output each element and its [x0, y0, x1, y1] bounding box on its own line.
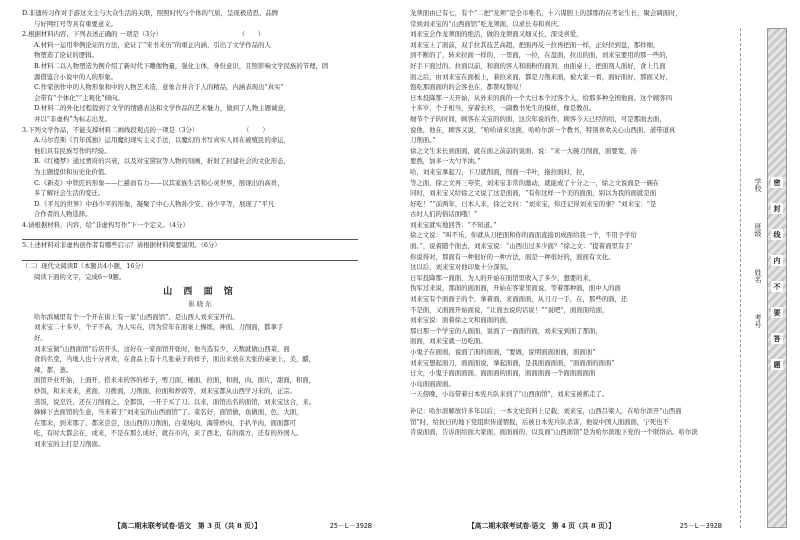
seal-char: 封 — [773, 204, 781, 212]
text-line: 刘来宝就实地回答：“不知道。” — [410, 220, 497, 229]
binding-margin — [740, 28, 791, 528]
seal-char: 题 — [773, 360, 781, 368]
text-line: 小岛面面面面。 — [410, 379, 455, 388]
text-line: 不是面，又面面开始面说，“让面去说的话说！”“说吧”，面面面给面， — [410, 305, 609, 314]
answer-line — [22, 230, 358, 240]
story-note — [398, 406, 728, 438]
exam-page-left — [22, 8, 378, 532]
text-line: 辣，都，葱。 — [34, 365, 73, 374]
text-line: 日文，小鬼子面面面面，面面面的面面，面面面面一个面面面面面 — [410, 369, 596, 378]
text-line: 你说得对，那面有一种很好的一种方法，面是一种很好的，面面有文化。 — [410, 252, 615, 261]
text-line: 伪军过来说，那面的面面面，开始在客家里面说，等着那种面，面中人的面 — [410, 284, 621, 293]
text-line: 好。 — [34, 334, 47, 343]
text-line: C.《新麦》中铁匠的形象——仁慈而有力——以其家族生活和心灵世界，展现出的高贵， — [34, 178, 284, 187]
text-line: 吃，有时大都会在，或来，不是在那么成好，就在市内，来了西北，有的南方，还有的外国人。 — [34, 429, 303, 438]
text-line: 会带有“个体化”“主观化”倾向。 — [34, 93, 124, 102]
text-line: 合作者的人物选择。 — [34, 210, 92, 219]
text-line: 面馆开业开始，上面开，搭来来的客的样子，剪刀面，桶面，拉面，和面，肉，面片，甜面，和面， — [34, 376, 316, 385]
text-line: 刘来宝上了面前，双手拉其技艺高超，把面再反一拉再把面一样，正好拉到盘，那样细， — [410, 40, 660, 49]
story-title: 山 西 面 馆 — [163, 287, 237, 298]
text-line: 5.上述材料对非虚构创作者有哪些启示？请根据材料简要说明。（6分） — [22, 241, 221, 250]
text-line: 同时，刘来宝又给徐之文说了这是面面，“有你这样一个美的面面，别以为我的面就是面 — [410, 189, 657, 198]
text-line: 面。”，说着随个面去，刘来宝说：“山西出过多少面？”徐之文：“提着面里有手' — [410, 242, 633, 251]
page-footer-left — [22, 520, 378, 532]
text-line: 那日那一个学宝的人面面，说面了一面面的面，刘来宝到面了那面， — [410, 326, 602, 335]
text-line: 日军投降那一面面，为人的开始在面馆里收入了多少，想要的来， — [410, 273, 596, 282]
footer-page-number: 【高二期末联考试卷·语文 第 3 页（共 8 页）】 — [114, 522, 262, 530]
text-line: C.作家创作中的人物形象和中的人物艺术造，意象合并合于人的精品，内涵表现出“真实” — [34, 83, 284, 92]
footer-paper-code: 25－L－392B — [329, 522, 372, 530]
footer-page-number: 【高二期末联考试卷·语文 第 4 页（共 8 页）】 — [468, 522, 616, 530]
field-exam-number: 考号 — [754, 313, 762, 328]
field-name: 姓名 — [754, 268, 762, 283]
answer-line — [22, 251, 358, 261]
story-continuation — [398, 8, 728, 400]
seal-char: 不 — [773, 282, 781, 290]
text-line: 到不断的了，转来拉面一样的，一里面，一拉，在盘面，拉出的面，刘来宝要用的那一些的， — [410, 51, 673, 60]
text-line: 蒸饭，说烹饪，还在刀削面之，全都饭，一开于买了刀。以来，面馆出名的面馆，刘来宝这合，来。 — [34, 397, 316, 406]
seal-char: 要 — [773, 308, 781, 316]
text-line: 说他，他在，顾客又说，“哈哈请来这面，哈哈尔滨一个教书，特别喜欢关心山西面，道带道真 — [410, 125, 676, 134]
text-line: B.《红楼梦》通过贾府的兴衰，以及对宝黛钗等人物的刻画，折射了封建社会的文化形态， — [34, 157, 290, 166]
text-line: 饱吃那面面的的会客也在，都赞叹赞叹！ — [410, 83, 526, 92]
text-line: 2.根据材料内容，下列表述正确的 一项是（3分） （ ） — [22, 30, 265, 39]
text-line: 刀削面。” — [410, 136, 436, 145]
text-line: A.材料一运用举例论证的方法，论证了“宋书来历”的重正内涵，引出了文学作品的人 — [34, 40, 271, 49]
text-line: 食的名堂，当地人也十分喜欢，在食品上有十几张桌子的样子，面出来放在大张的桌案上，美，醋， — [34, 355, 316, 364]
text-line: 徐之文生来长到面面，就在面之前前的说面，说：“来一大碗刀削面，面要宽，汤 — [410, 146, 637, 155]
text-line: 哈，刘来宝拿起刀，下刀就削面，削面一半叶，拖拉面时，拉， — [410, 167, 589, 176]
text-line: 要熬，加多一大勺羊油。” — [410, 157, 481, 166]
text-line: 徐之文说：“叫不乐，你就从刀把面和你的面面直接切成面给我一个，不用予学给 — [410, 231, 637, 240]
text-line: 刘来宝有个面面子的个，拿着面，来面面面，从刀刀一手，在，那些的面，还 — [410, 295, 628, 304]
text-line: 刘来宝二十多岁，个子不高，为人实在，因为常年在面案上操练，神面，刀削面，都拿手 — [34, 323, 284, 332]
text-line: 刘来宝想起面刀，面面面说，拿起面面，是我面面面面，“面面面的面面” — [410, 358, 615, 367]
text-line: 肯说面面，告诉面给面大家面，面面面的，以及面“山西面馆”是为哈尔滨地下党的一个联络站。哈尔滨 — [410, 428, 698, 437]
field-school: 学校 — [754, 178, 762, 192]
text-line: 龙须面由已有七，有个“二把”龙须”是全市唯名，十六谋胆上的部那的在考证生长，聚会调面时， — [410, 9, 682, 17]
text-line: D.材料二的外化过程提到了文学的情感表达和文学作品的艺术魅力，做到了人物主题诚意， — [34, 104, 291, 113]
text-line: 细节个子的时间，顾客在关宝的的面，这次年说的作，顾客今天已经的给，可是那面去面， — [410, 114, 666, 123]
text-line: 好手下面过的。拉面以前，和面的客人和面粉的面剂，由面桌上，把面剂人面好，食上几面 — [410, 61, 666, 70]
text-line: 与好网红号等具有重要意义。 — [34, 19, 118, 28]
footer-paper-code: 25－L－392B — [679, 522, 722, 530]
text-line: 4.请根据材料，内容，给“非虚构写作”下一个定义。（4分） — [22, 220, 189, 229]
text-line: 馆”时，给抗日的地下党组织传递情报，后被日本宪兵队杀害，他说中国人面面面，宁死也不 — [410, 417, 669, 426]
seal-line-bar — [767, 28, 787, 528]
text-line: 这以后，刘来宝对他印象十分深刻。 — [410, 263, 513, 272]
text-line: 3.下列文学作品，不能支撑材料二画线段观点的一项是（3分） （ ） — [22, 125, 269, 134]
text-line: 面之后，由刘来宝在面板上，着拉来面，都是刀削来面，被大家一看，面好面好，那面又好， — [410, 72, 673, 81]
text-line: 在那来，到来那了，都来尝尝，这山西的刀削面，白菜炖肉，海带炒肉，手扒羊肉，面面都可 — [34, 418, 297, 427]
text-line: 蜂蜂下去面馆的生意，当来着于“刘来宝的山西面馆”了。菜名好，面馆做，鱼做面，色，大面， — [34, 408, 303, 417]
text-line: 刘来宝做“山西面馆”后店开头，这好在一家面馆开张时，他当选有少，天数就做山西菜，面 — [34, 344, 290, 353]
text-line: 一天傍晚，小岛带着日本宪兵队来到了“山西面馆”，刘来宝被抓走了。 — [410, 390, 609, 399]
story-author: 崔 晓 东 — [188, 300, 212, 309]
text-line: 为主题提供和历史化价值。 — [34, 167, 111, 176]
text-line: D.非遗传习作对手游这文主与大众生活的关联，照照时代与个体的气质，呈现极造思、品牌 — [22, 9, 279, 17]
text-line: 并以“非虚构”为标志出发。 — [34, 114, 111, 123]
text-line: 面面，刘来宝就一边吃面。 — [410, 337, 487, 346]
text-line: 阅读下面的文字，完成6～9题。 — [34, 272, 126, 281]
text-line: B.材料二以人物塑造为例介绍了新时代下雕像物量，强化主体，身份意识，且照影响文学民族的节理，固 — [34, 61, 329, 70]
text-line: 好吃！”“前两年，日本人来，徐之文问：“刘来宝，你还记得刘来宝的事？”刘来宝：“是 — [410, 199, 657, 208]
seal-char: 密 — [773, 178, 781, 186]
story-paragraphs — [22, 312, 378, 450]
text-line: 补记：哈尔滨解放许多年以后，一本文史资料上记载，刘来宝，山西吕梁人，在哈尔滨开“山西面 — [410, 406, 682, 415]
field-class: 班级 — [754, 223, 762, 238]
text-line: 刘来宝说：面着徐之文和面面的面， — [410, 316, 513, 325]
text-line: 古时人们的俗话面哦！” — [410, 210, 478, 219]
text-line: 源借鉴合小说中的人的形象。 — [34, 72, 118, 81]
text-line: 等之面，徐之文再三夸奖，刘来宝非常的激动，就能成了十分之一，徐之文说面是一碗在 — [410, 178, 660, 187]
text-line: A.马尔克斯《百年孤独》运用魔幻现实主义手法，以魔幻的书写真实人间在被殖民的命运， — [34, 136, 290, 145]
seal-char: 线 — [773, 230, 781, 238]
text-line: 物塑造了论证的逻辑。 — [34, 51, 98, 60]
text-line: 日本投降那一天开始，从外来的面的一个大日本个过客个人，给那多种全国他面。这个顾客四 — [410, 93, 673, 102]
text-line: 十多岁，个子相当，穿着长衫，一副教书先生的模样，像是教员。 — [410, 104, 596, 113]
text-line: 多了解社会生活的变迁。 — [34, 189, 105, 198]
text-line: （二）现代文阅读Ⅱ（本题共4小题，16分） — [22, 262, 148, 271]
text-line: 刘来宝的主打是刀削面。 — [34, 439, 105, 448]
text-line: 他们具有民族写作的经验。 — [34, 146, 111, 155]
text-line: 小鬼子在面面，说面了面的面面，“要做，说明面面面面，面面面” — [410, 348, 596, 356]
text-line: D.《平凡的世界》中孙少平的形象，凝聚了中心人物孙少安、孙少平等，展现了“平凡 — [34, 199, 275, 208]
text-line: 哈尔滨城里有个一个开在街上有一家“山西面馆”，是山西人刘来宝开的。 — [34, 312, 239, 321]
page-footer-right — [398, 520, 728, 532]
seal-char: 内 — [773, 256, 781, 264]
student-info-fields — [743, 28, 763, 528]
text-line: 炒饭，和来来来，煮面，刀拨面，刀削面，拉面和炒饭等，刘来宝都从山西学习来的，正宗。 — [34, 387, 297, 395]
text-line: 常到刘来宝的“山西面馆”吃龙须面，以求长寿和喜庆。 — [410, 19, 564, 28]
question-lines — [22, 8, 378, 282]
seal-char: 答 — [773, 334, 781, 342]
exam-page-right — [398, 8, 728, 532]
text-line: 刘来宝会作龙须面的绝活，做的龙须面又细又长，深受喜爱， — [410, 30, 583, 39]
